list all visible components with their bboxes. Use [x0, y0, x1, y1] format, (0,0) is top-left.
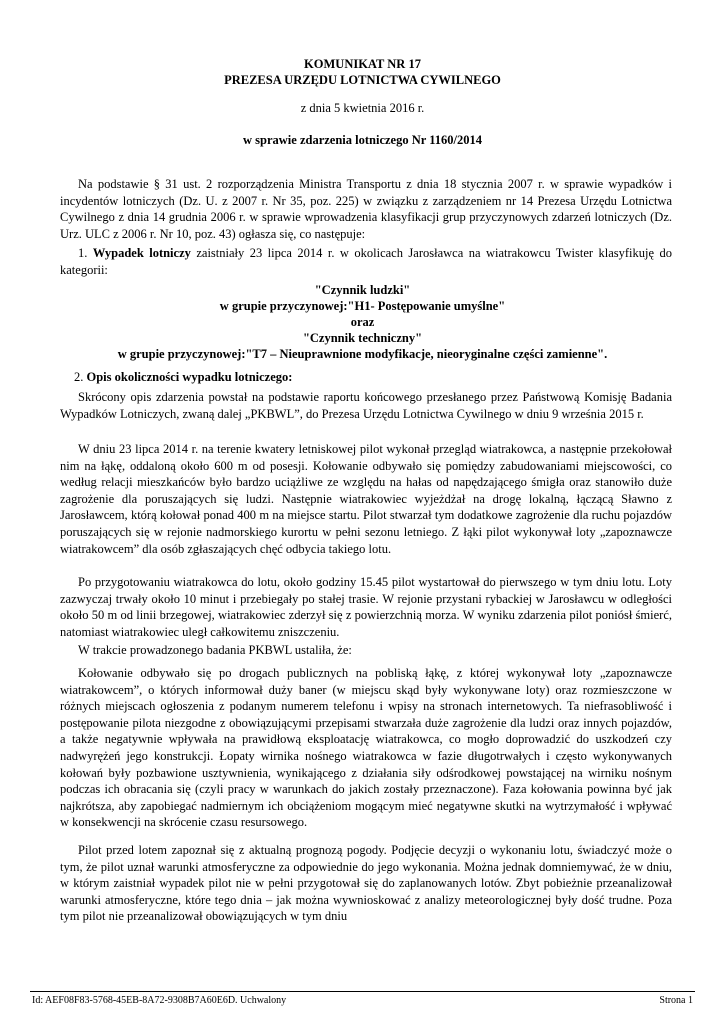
header-date: z dnia 5 kwietnia 2016 r.	[300, 101, 425, 115]
paragraph-taxiing: Kołowanie odbywało się po drogach publicznych na pobliską łąkę, z której wykonywał loty „zapoznawcze wiatrakowcem”, o których informował duży baner (w miejscu skąd były wykonywane loty) oraz rozmieszczone w różnych miejscach ogłoszenia z podanym numerem telefonu i wpisy na stronach internetowych. Ta niefrasobliwość i postępowanie pilota niezgodne z obowiązującymi przepisami stwarzała duże zagrożenie dla ludzi oraz innych pojazdów, a także negatywnie wpływała na prawidłową eksploatację wiatrakowca, co mogło doprowadzić do uszkodzeń czy nadwyrężeń jego konstrukcji. Łopaty wirnika nośnego wiatrakowca w fazie długotrwałych i często wykonywanych kołowań były pozbawione usztywnienia, wynikającego z działania siły odśrodkowej powstającej na wirniku nośnym podczas ich obracania się (czyli pracy w warunkach do jakich zostały przeznaczone). Faza kołowania powinna być jak najkrótsza, aby zapobiegać nadmiernym ich obciążeniom mogącym mieć negatywne skutki na wytrzymałość i wpływać w konsekwencji na skrócenie czasu resursowego.	[60, 666, 672, 830]
section1-text: zaistniały 23 lipca 2014 r. w okolicach Jarosławca na wiatrakowcu Twister klasyfikuję do kategorii:	[60, 246, 672, 277]
footer-page-number: Strona 1	[659, 995, 693, 1006]
section1-paragraph	[60, 245, 672, 278]
paragraph-flight: Po przygotowaniu wiatrakowca do lotu, około godziny 15.45 pilot wystartował do pierwszego w tym dniu lotu. Loty zazwyczaj trwały około 10 minut i przebiegały po stałej trasie. W rejonie przystani rybackiej w Jarosławcu w odległości około 50 m od linii brzegowej, wiatrakowiec zderzył się z powierzchnią morza. W wyniku zdarzenia pilot poniósł śmierć, natomiast wiatrakowiec uległ całkowitemu zniszczeniu.	[60, 575, 672, 639]
footer-document-id: Id: AEF08F83-5768-45EB-8A72-9308B7A60E6D. Uchwalony	[32, 995, 287, 1006]
paragraph-findings-intro: W trakcie prowadzonego badania PKBWL ustaliła, że:	[78, 643, 352, 657]
header-title-line2: PREZESA URZĘDU LOTNICTWA CYWILNEGO	[224, 73, 501, 87]
paragraph-events: W dniu 23 lipca 2014 r. na terenie kwatery letniskowej pilot wykonał przegląd wiatrakowca, a następnie przekołował nim na łąkę, oddaloną około 600 m od posesji. Kołowanie odbywało się pomiędzy zabudowaniami miejscowości, co według relacji mieszkańców było bardzo uciążliwe ze względu na hałas od napędzającego śmigła oraz stanowiło duże zagrożenie dla poruszających się ludzi. Następnie wiatrakowiec wyjeżdżał na drogę lokalną, łączącą Sławno z Jarosławcem, którą kołował ponad 400 m na miejsce startu. Pilot stwarzał tym dodatkowe zagrożenie dla ruchu pojazdów poruszających się w rejonie nadmorskiego kurortu w pełni sezonu letniego. Z łąki pilot wykonywał loty „zapoznawcze wiatrakowcem” dla osób zgłaszających chęć odbycia takiego lotu.	[60, 442, 672, 556]
paragraph-summary: Skrócony opis zdarzenia powstał na podstawie raportu końcowego przesłanego przez Państwową Komisję Badania Wypadków Lotniczych, zwaną dalej „PKBWL”, do Prezesa Urzędu Lotnictwa Cywilnego w dniu 9 września 2015 r.	[60, 390, 672, 421]
category-4: "Czynnik techniczny"	[302, 331, 423, 345]
footer-divider	[30, 991, 695, 992]
section2-number: 2.	[74, 370, 84, 384]
category-2: w grupie przyczynowej:"H1- Postępowanie umyślne"	[219, 299, 506, 313]
section2-heading	[74, 369, 672, 386]
category-1: "Czynnik ludzki"	[314, 283, 411, 297]
section1-bold: Wypadek lotniczy	[92, 246, 191, 260]
category-3: oraz	[350, 315, 375, 329]
section2-title: Opis okoliczności wypadku lotniczego:	[86, 370, 293, 384]
section1-number: 1.	[78, 246, 88, 260]
header-subject: w sprawie zdarzenia lotniczego Nr 1160/2014	[243, 133, 482, 147]
paragraph-weather: Pilot przed lotem zapoznał się z aktualną prognozą pogody. Podjęcie decyzji o wykonaniu lotu, świadczyć może o tym, że pilot uznał warunki atmosferyczne za odpowiednie do jego wykonania. Można jednak domniemywać, że w dniu, w którym zaistniał wypadek pilot nie w pełni przygotował się do zaplanowanych lotów. Zbyt pobieżnie przeanalizował warunki atmosferyczne, które tego dnia – jak można wywnioskować z analizy meteorologicznej były dość trudne. Poza tym pilot nie przeanalizował obowiązujących w tym dniu	[60, 843, 672, 924]
category-5: w grupie przyczynowej:"T7 – Nieuprawnione modyfikacje, nieoryginalne części zamienne".	[117, 347, 608, 361]
header-title-line1: KOMUNIKAT NR 17	[304, 57, 421, 71]
intro-paragraph: Na podstawie § 31 ust. 2 rozporządzenia Ministra Transportu z dnia 18 stycznia 2007 r. w sprawie wypadków i incydentów lotniczych (Dz. U. z 2007 r. Nr 35, poz. 225) w związku z zarządzeniem nr 14 Prezesa Urzędu Lotnictwa Cywilnego z dnia 14 grudnia 2006 r. w sprawie wprowadzenia klasyfikacji grup przyczynowych zdarzeń lotniczych (Dz. Urz. ULC z 2006 r. Nr 10, poz. 43) ogłasza się, co następuje:	[60, 177, 672, 241]
